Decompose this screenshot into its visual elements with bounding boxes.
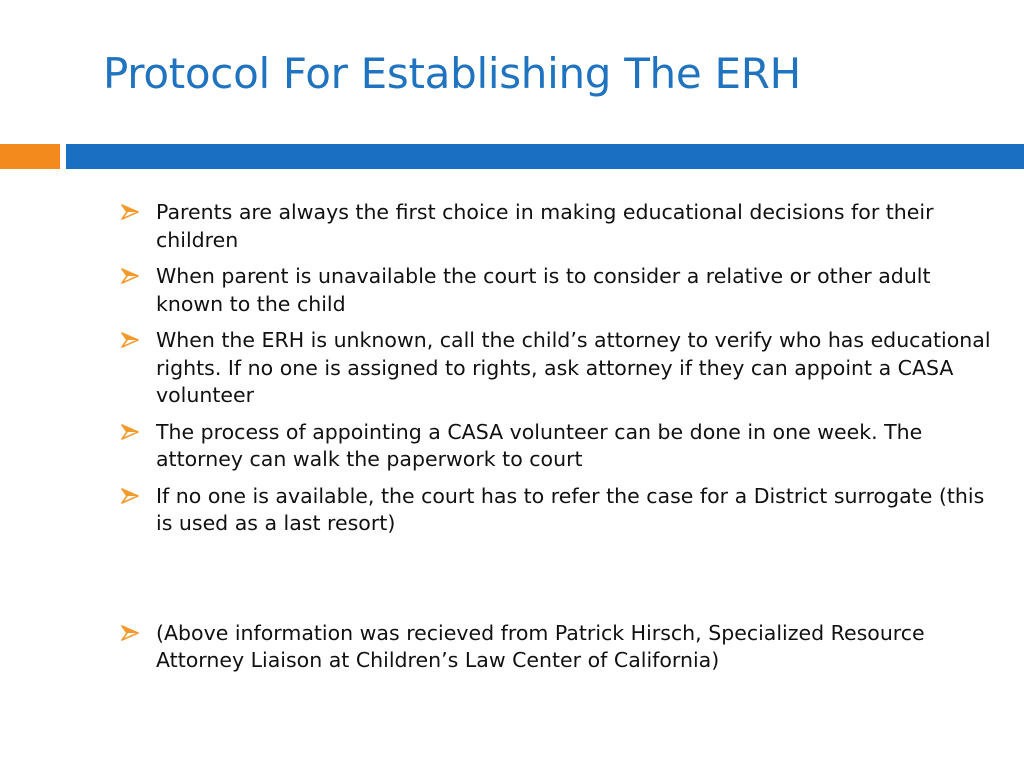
bullet-item [120, 263, 1000, 318]
arrow-bullet-icon [120, 424, 140, 440]
bullet-item [120, 199, 1000, 254]
bullet-item-source-note [120, 620, 1000, 675]
arrow-bullet-icon [120, 204, 140, 220]
arrow-bullet-icon [120, 488, 140, 504]
bullet-list [120, 199, 1000, 684]
bullet-text: If no one is available, the court has to refer the case for a District surrogate (this is used as a last resort) [156, 483, 985, 535]
arrow-bullet-icon [120, 625, 140, 641]
bullet-text: When parent is unavailable the court is to consider a relative or other adult known to the child [156, 264, 931, 316]
bullet-text: When the ERH is unknown, call the child’s attorney to verify who has educational rights. If no one is assigned to rights, ask attorney if they can appoint a CASA volunteer [156, 328, 991, 407]
bullet-item [120, 483, 1000, 538]
accent-bar-blue [66, 144, 1024, 169]
arrow-bullet-icon [120, 332, 140, 348]
bullet-text: (Above information was recieved from Patrick Hirsch, Specialized Resource Attorney Liaison at Children’s Law Center of California) [156, 620, 925, 672]
bullet-text: Parents are always the first choice in making educational decisions for their children [156, 200, 934, 252]
bullet-item [120, 419, 1000, 474]
accent-bar-orange [0, 144, 60, 169]
arrow-bullet-icon [120, 268, 140, 284]
bullet-text: The process of appointing a CASA volunteer can be done in one week. The attorney can walk the paperwork to court [156, 419, 923, 471]
bullet-item [120, 327, 1000, 410]
slide-title: Protocol For Establishing The ERH [103, 49, 801, 98]
